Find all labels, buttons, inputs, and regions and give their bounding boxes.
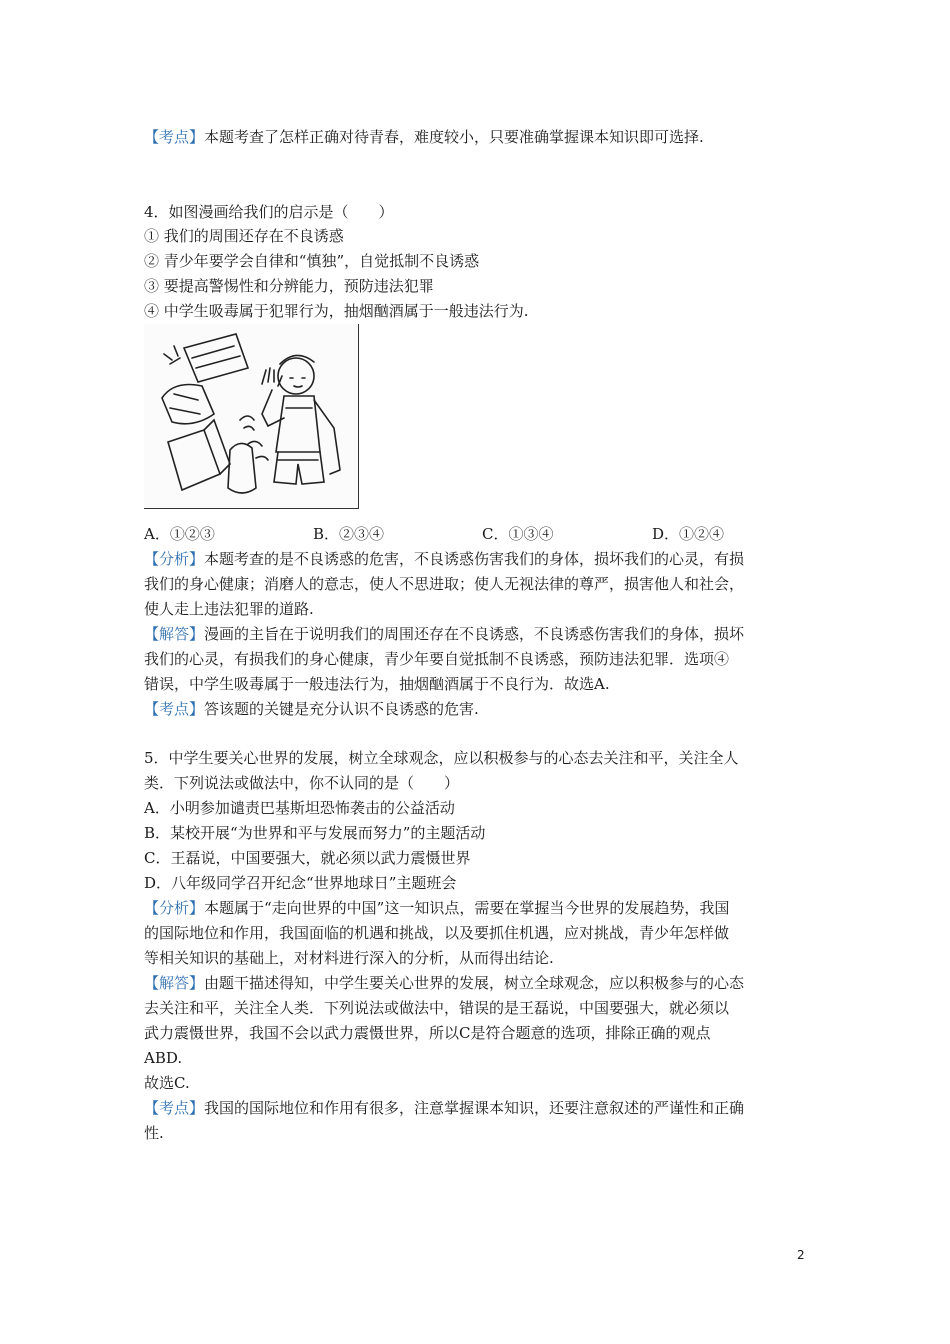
q5-answer-line-3: 武力震慑世界，我国不会以武力震慑世界，所以C是符合题意的选项，排除正确的观点: [144, 1024, 711, 1042]
q4-answer-line-2: 我们的心灵，有损我们的身心健康，青少年要自觉抵制不良诱惑，预防违法犯罪．选项④: [144, 650, 730, 668]
q5-point-line-1: 【考点】我国的国际地位和作用有很多，注意掌握课本知识，还要注意叙述的严谨性和正确: [144, 1099, 745, 1117]
q4-analysis-line-2: 我们的身心健康；消磨人的意志，使人不思进取；使人无视法律的尊严，损害他人和社会，: [144, 575, 745, 593]
q4-option-d: D．①②④: [652, 525, 725, 543]
q5-option-b: B．某校开展“为世界和平与发展而努力”的主题活动: [144, 824, 486, 842]
answer-tag: 【解答】: [144, 974, 205, 992]
q5-point-line-2: 性.: [144, 1124, 164, 1142]
q5-answer-line-1: 【解答】由题干描述得知，中学生要关心世界的发展，树立全球观念，应以积极参与的心态: [144, 974, 745, 992]
q5-option-c: C．王磊说，中国要强大，就必须以武力震慑世界: [144, 849, 471, 867]
point-tag: 【考点】: [144, 1099, 205, 1117]
point-tag: 【考点】: [144, 128, 205, 146]
q5-answer-line-2: 去关注和平，关注全人类．下列说法或做法中，错误的是王磊说，中国要强大，就必须以: [144, 999, 730, 1017]
q5-stem-line-1: 5．中学生要关心世界的发展，树立全球观念，应以积极参与的心态去关注和平，关注全人: [144, 749, 739, 767]
q4-statement-2: ② 青少年要学会自律和“慎独”，自觉抵制不良诱惑: [144, 252, 480, 270]
q4-option-c: C．①③④: [482, 525, 554, 543]
q5-answer-line-5: 故选C.: [144, 1074, 190, 1092]
q5-answer-line-4: ABD.: [144, 1049, 183, 1067]
analysis-tag: 【分析】: [144, 550, 205, 568]
q3-point-line: 【考点】本题考查了怎样正确对待青春，难度较小，只要准确掌握课本知识即可选择.: [144, 128, 704, 146]
point-tag: 【考点】: [144, 700, 205, 718]
analysis-tag: 【分析】: [144, 899, 205, 917]
q5-analysis-line-1: 【分析】本题属于“走向世界的中国”这一知识点，需要在掌握当今世界的发展趋势，我国: [144, 899, 730, 917]
q4-answer-line-3: 错误，中学生吸毒属于一般违法行为，抽烟酗酒属于不良行为．故选A.: [144, 675, 610, 693]
q4-answer-line-1: 【解答】漫画的主旨在于说明我们的周围还存在不良诱惑，不良诱惑伤害我们的身体，损坏: [144, 625, 745, 643]
q4-statement-4: ④ 中学生吸毒属于犯罪行为，抽烟酗酒属于一般违法行为.: [144, 302, 529, 320]
page-number: 2: [797, 1248, 805, 1262]
q4-statement-3: ③ 要提高警惕性和分辨能力，预防违法犯罪: [144, 277, 434, 295]
q4-option-a: A．①②③: [144, 525, 215, 543]
q4-option-b: B．②③④: [313, 525, 385, 543]
q5-option-d: D．八年级同学召开纪念“世界地球日”主题班会: [144, 874, 457, 892]
cartoon-drawing: [144, 324, 358, 508]
q5-analysis-line-2: 的国际地位和作用，我国面临的机遇和挑战，以及要抓住机遇，应对挑战，青少年怎样做: [144, 924, 730, 942]
q4-analysis-line-3: 使人走上违法犯罪的道路.: [144, 600, 314, 618]
answer-tag: 【解答】: [144, 625, 205, 643]
q4-analysis-line-1: 【分析】本题考查的是不良诱惑的危害，不良诱惑伤害我们的身体，损坏我们的心灵，有损: [144, 550, 745, 568]
q5-option-a: A．小明参加谴责巴基斯坦恐怖袭击的公益活动: [144, 799, 455, 817]
q4-statement-1: ① 我们的周围还存在不良诱惑: [144, 227, 344, 245]
q4-point-line: 【考点】答该题的关键是充分认识不良诱惑的危害.: [144, 700, 479, 718]
q5-stem-line-2: 类．下列说法或做法中，你不认同的是（ ）: [144, 774, 460, 792]
q4-stem: 4．如图漫画给我们的启示是（ ）: [144, 203, 394, 221]
cartoon-image: [144, 324, 359, 509]
q5-analysis-line-3: 等相关知识的基础上，对材料进行深入的分析，从而得出结论.: [144, 949, 554, 967]
